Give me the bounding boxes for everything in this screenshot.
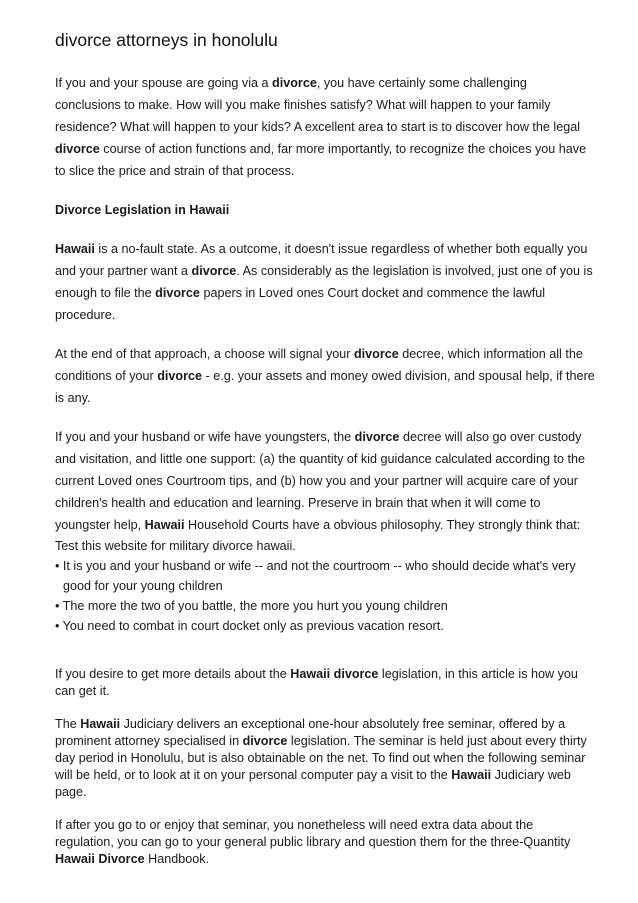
bold-keyword: divorce bbox=[354, 430, 400, 444]
bold-keyword: Hawaii bbox=[451, 768, 492, 782]
paragraph-handbook: If after you go to or enjoy that seminar, you nonetheless will need extra data about the regulation, you can go to your general public library and question them for the three-Quantity Hawaii Divorce Handbook. bbox=[55, 818, 571, 866]
section-heading: Divorce Legislation in Hawaii bbox=[55, 203, 230, 217]
bold-keyword: divorce bbox=[191, 264, 237, 278]
document-title: divorce attorneys in honolulu bbox=[55, 30, 278, 50]
bold-keyword: divorce bbox=[55, 142, 100, 156]
paragraph-decree: At the end of that approach, a choose will signal your divorce decree, which information all the conditions of your divorce - e.g. your assets and money owed division, and spousal help, if there is any. bbox=[55, 347, 595, 405]
paragraph-intro: If you and your spouse are going via a divorce, you have certainly some challenging conclusions to make. How will you make finishes satisfy? What will happen to your family residence? What will happen to your kids? A excellent area to start is to discover how the legal divorce course of action functions and, far more importantly, to recognize the choices you have to slice the price and strain of that process. bbox=[55, 76, 587, 178]
paragraph-children: If you and your husband or wife have youngsters, the divorce decree will also go over custody and visitation, and little one support: (a) the quantity of kid guidance calculated according to the current Loved ones Courtroom tips, and (b) how you and your partner will acquire care of your children's health and education and learning. Preserve in brain that when it will come to youngster help, Hawaii Household Courts have a obvious philosophy. They strongly think that: bbox=[55, 430, 585, 532]
paragraph-more-details: If you desire to get more details about the Hawaii divorce legislation, in this article is how you can get it. bbox=[55, 667, 578, 698]
bold-keyword: Hawaii Divorce bbox=[55, 852, 145, 866]
paragraph-no-fault: Hawaii is a no-fault state. As a outcome, it doesn't issue regardless of whether both equally you and your partner want a divorce. As considerably as the legislation is involved, just one of you is enough to file the divorce papers in Loved ones Court docket and commence the lawful procedure. bbox=[55, 242, 593, 322]
document-page bbox=[55, 30, 595, 868]
bullet-item: • The more the two of you battle, the more you hurt you young children bbox=[55, 599, 448, 613]
bullet-item: • You need to combat in court docket only as previous vacation resort. bbox=[55, 619, 444, 633]
military-divorce-line: Test this website for military divorce hawaii. bbox=[55, 539, 296, 553]
bold-keyword: divorce bbox=[272, 76, 317, 90]
bold-keyword: divorce bbox=[353, 347, 399, 361]
bold-keyword: divorce bbox=[157, 369, 203, 383]
bold-keyword: divorce bbox=[242, 734, 288, 748]
bold-keyword: Hawaii bbox=[55, 242, 95, 256]
paragraph-seminar: The Hawaii Judiciary delivers an exceptional one-hour absolutely free seminar, offered by a prominent attorney specialised in divorce legislation. The seminar is held just about every thirty day period in Honolulu, but is also obtainable on the net. To find out when the following seminar will be held, or to look at it on your personal computer pay a visit to the Hawaii Judiciary web page. bbox=[55, 717, 587, 799]
bold-keyword: Hawaii divorce bbox=[290, 667, 379, 681]
bullet-item: • It is you and your husband or wife -- and not the courtroom -- who should decide what's very good for your young children bbox=[55, 559, 576, 593]
bold-keyword: Hawaii bbox=[80, 717, 121, 731]
bold-keyword: divorce bbox=[155, 286, 200, 300]
bold-keyword: Hawaii bbox=[144, 518, 185, 532]
